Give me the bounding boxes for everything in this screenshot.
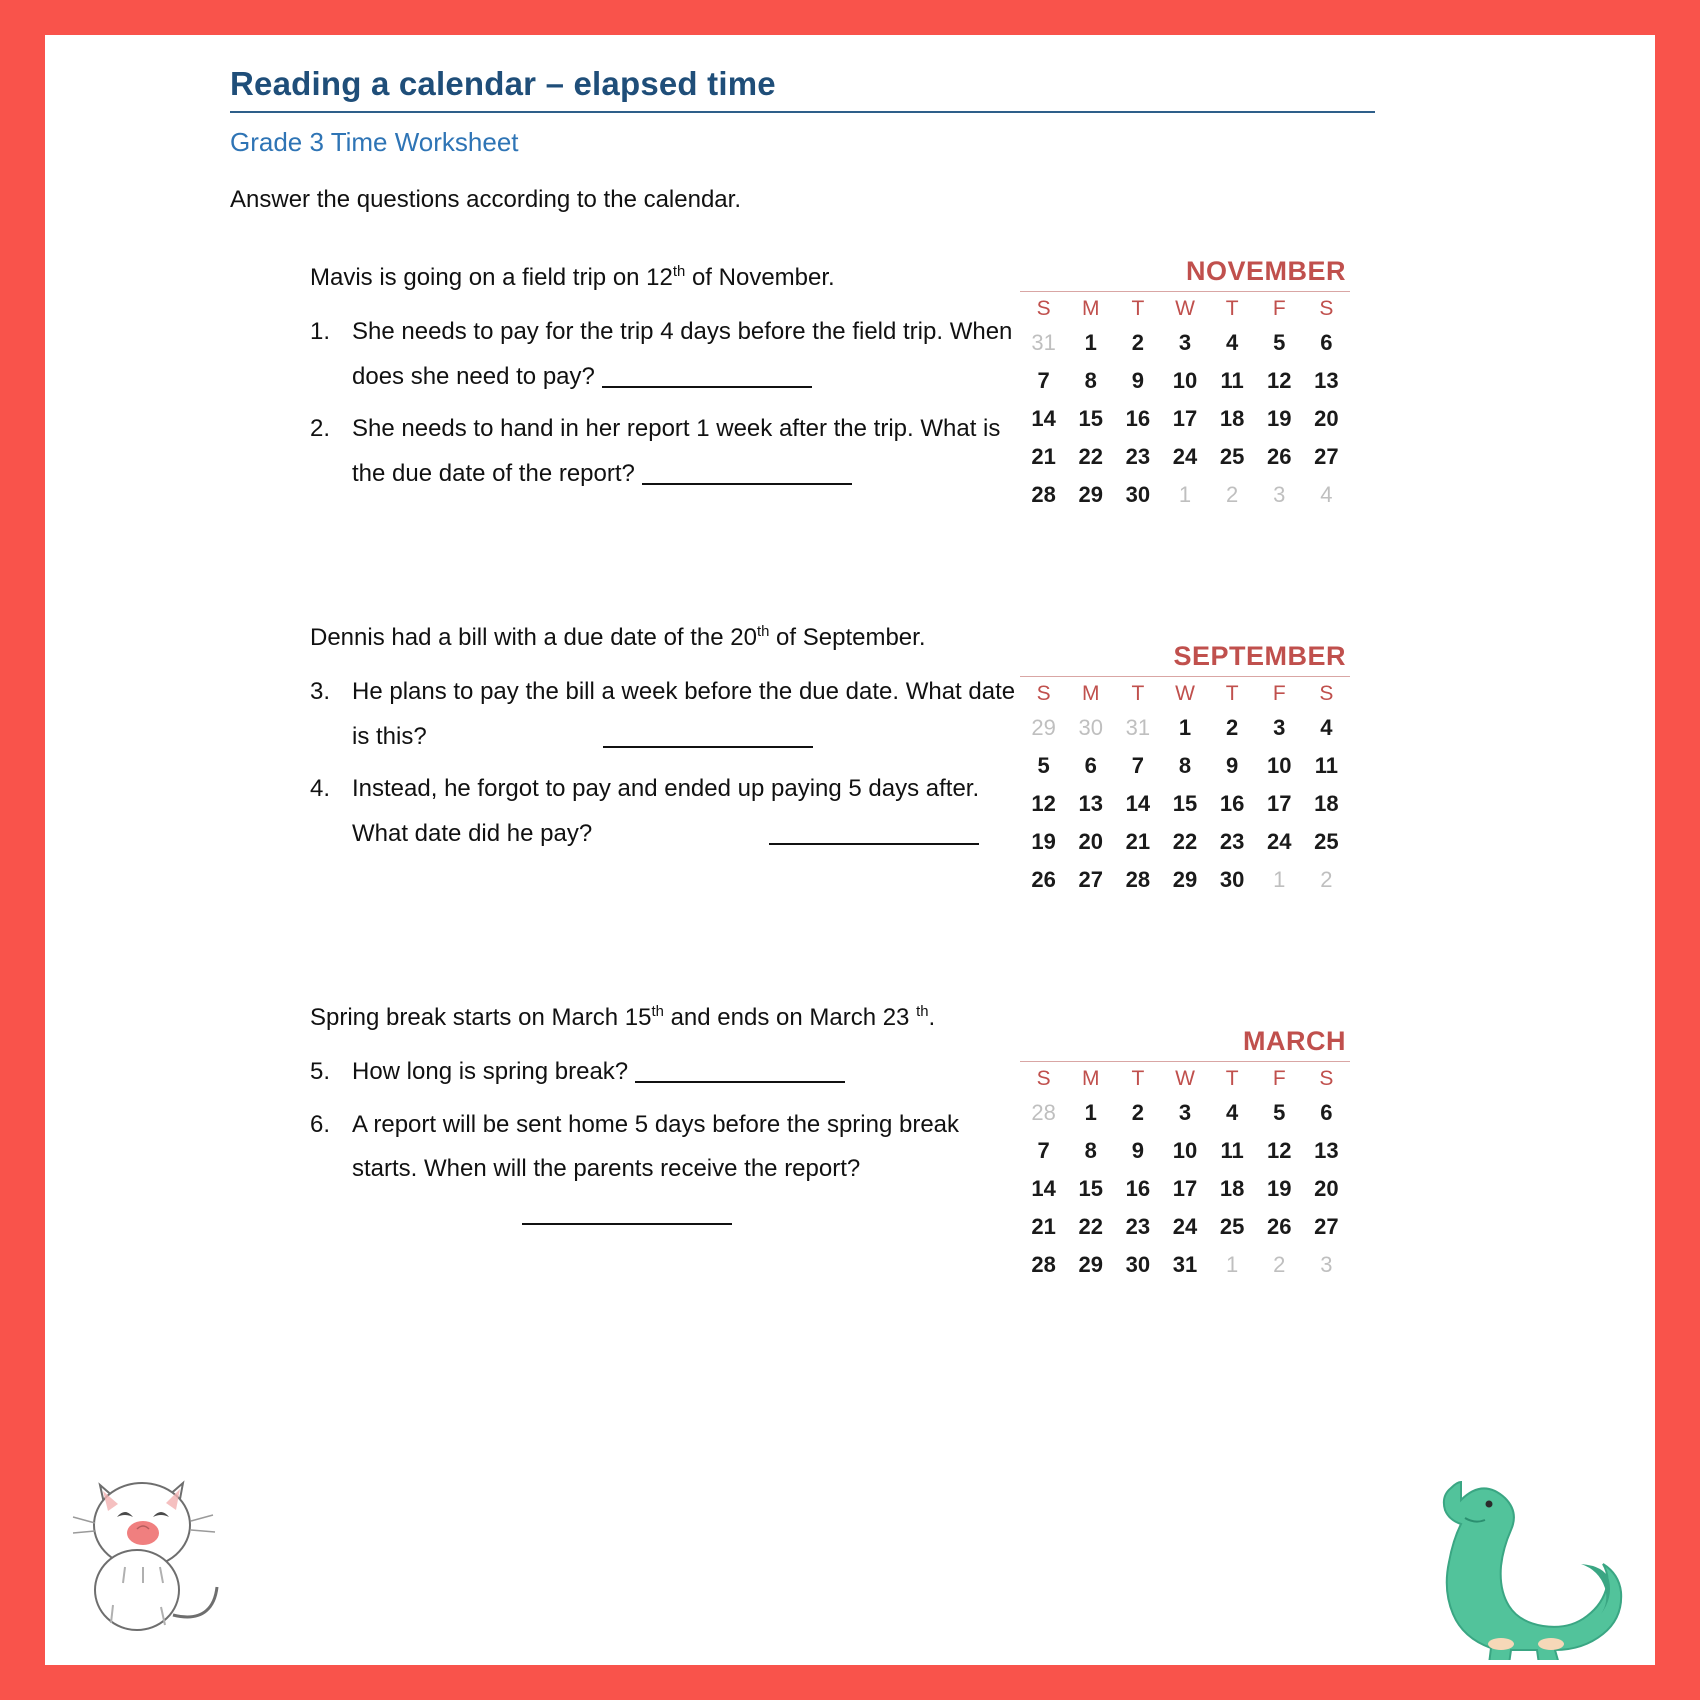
calendar-day: 2 [1226,482,1239,507]
question-item-5 [310,1050,1020,1094]
question-item-6 [310,1103,1020,1236]
calendar-week-row [1020,362,1350,400]
calendar-day: 22 [1078,1214,1103,1239]
question-list-2 [230,670,1020,856]
calendar-day: 25 [1314,829,1339,854]
question-block-2 [230,616,1530,956]
calendar-day: 15 [1078,406,1103,431]
calendar-day: 28 [1125,867,1151,892]
calendar-day: 10 [1172,1138,1198,1163]
weekday-header: W [1175,297,1195,320]
calendar-day: 11 [1220,368,1244,393]
calendar-divider-november [1020,291,1350,292]
calendar-week-row [1020,400,1350,438]
calendar-month-name-september: SEPTEMBER [1173,641,1346,671]
question-block-1 [230,256,1530,586]
calendar-day: 10 [1267,753,1292,778]
weekday-header: F [1272,297,1286,320]
question-text-6: A report will be sent home 5 days before the spring break starts. When will the parents receive the report? [352,1110,960,1183]
scenario-1-part-a: Mavis is going on a field trip on 12 [310,264,673,291]
calendar-weekday-row [1020,679,1350,709]
calendar-day: 16 [1125,1176,1151,1201]
calendar-day: 5 [1037,753,1050,778]
calendar-day: 1 [1226,1252,1239,1277]
scenario-text-2 [310,616,1020,660]
calendar-day: 30 [1125,1252,1151,1277]
calendar-week-row [1020,861,1350,899]
calendar-week-row [1020,324,1350,362]
calendar-week-row [1020,785,1350,823]
calendar-day: 26 [1031,867,1056,892]
calendar-day: 4 [1226,330,1239,355]
calendar-divider-march [1020,1061,1350,1062]
calendar-day: 13 [1314,1138,1339,1163]
calendar-week-row [1020,438,1350,476]
calendar-day: 1 [1084,1100,1097,1125]
calendar-march [1020,1026,1350,1284]
calendar-day: 3 [1320,1252,1333,1277]
question-item-3 [310,670,1020,759]
calendar-day: 21 [1031,1214,1056,1239]
question-text-5: How long is spring break? [352,1058,629,1086]
calendar-day: 29 [1078,482,1103,507]
calendar-day: 15 [1172,791,1198,816]
weekday-header: T [1225,1067,1239,1090]
calendar-day: 12 [1031,791,1056,816]
calendar-day: 8 [1084,1138,1097,1163]
calendar-day: 13 [1078,791,1103,816]
calendar-day: 22 [1078,444,1103,469]
calendar-day: 9 [1226,753,1239,778]
weekday-header: T [1131,1067,1145,1090]
calendar-day: 6 [1084,753,1097,778]
calendar-day: 3 [1178,1100,1192,1125]
calendar-day: 24 [1172,444,1198,469]
scenario-3-ordinal-a: th [651,1004,664,1020]
calendar-day: 6 [1320,330,1333,355]
calendar-day: 18 [1219,1176,1245,1201]
answer-blank-3[interactable] [603,746,813,748]
weekday-header: M [1081,297,1100,320]
answer-blank-6[interactable] [522,1223,732,1225]
calendar-day: 17 [1172,1176,1198,1201]
calendar-day: 23 [1125,1214,1151,1239]
weekday-header: W [1175,1067,1195,1090]
calendar-day: 3 [1178,330,1192,355]
calendar-day: 28 [1031,1252,1056,1277]
scenario-3-part-a: Spring break starts on March 15 [310,1004,652,1031]
question-column-3 [230,996,1020,1236]
calendar-day: 25 [1219,1214,1245,1239]
page-subtitle: Grade 3 Time Worksheet [230,127,519,157]
scenario-1-part-b: of November. [685,264,835,291]
calendar-day: 4 [1320,482,1333,507]
question-column-1 [230,256,1020,496]
calendar-table-september [1020,679,1350,899]
calendar-day: 18 [1314,791,1339,816]
calendar-week-row [1020,1132,1350,1170]
calendar-day: 23 [1125,444,1151,469]
scenario-1-ordinal: th [672,264,686,280]
calendar-week-row [1020,476,1350,514]
calendar-month-name-march: MARCH [1243,1026,1346,1056]
calendar-day: 16 [1125,406,1151,431]
weekday-header: W [1175,682,1195,705]
calendar-day: 27 [1314,444,1339,469]
question-number-3: 3. [310,678,331,706]
page-title: Reading a calendar – elapsed time [230,65,776,102]
calendar-day: 8 [1178,753,1192,778]
calendar-day: 11 [1220,1138,1244,1163]
calendar-day: 14 [1125,791,1151,816]
calendar-september [1020,641,1350,899]
scenario-text-3 [310,996,1020,1040]
calendar-day: 31 [1031,330,1056,355]
calendar-day: 24 [1267,829,1292,854]
calendar-day: 20 [1314,1176,1339,1201]
calendar-day: 10 [1172,368,1198,393]
calendar-week-row [1020,709,1350,747]
question-number-1: 1. [310,318,331,346]
calendar-day: 17 [1267,791,1292,816]
question-text-1: She needs to pay for the trip 4 days before the field trip. When does she need to pay? [352,318,1013,390]
question-text-3: He plans to pay the bill a week before the due date. What date is this? [352,678,1016,750]
calendar-day: 2 [1226,715,1239,740]
question-item-2 [310,407,1020,496]
calendar-day: 2 [1131,330,1144,355]
calendar-day: 19 [1031,829,1056,854]
calendar-day: 29 [1031,715,1056,740]
weekday-header: S [1036,682,1051,705]
calendar-week-row [1020,1170,1350,1208]
calendar-day: 27 [1314,1214,1339,1239]
calendar-day: 5 [1273,330,1286,355]
title-divider [230,111,1375,113]
weekday-header: S [1319,682,1334,705]
calendar-weekday-row [1020,294,1350,324]
scenario-2-part-b: of September. [769,624,926,651]
question-list-3 [230,1050,1020,1236]
calendar-day: 7 [1131,753,1144,778]
weekday-header: S [1036,1067,1051,1090]
question-block-3 [230,996,1530,1326]
weekday-header: F [1272,1067,1286,1090]
calendar-day: 9 [1131,1138,1144,1163]
calendar-day: 2 [1320,867,1333,892]
calendar-day: 31 [1125,715,1151,740]
question-number-5: 5. [310,1058,331,1086]
calendar-day: 8 [1084,368,1097,393]
calendar-day: 28 [1031,482,1056,507]
weekday-header: T [1225,682,1239,705]
scenario-text-1 [310,256,1020,300]
calendar-day: 17 [1172,406,1198,431]
question-text-4: Instead, he forgot to pay and ended up paying 5 days after. What date did he pay? [352,775,980,847]
worksheet-content [230,65,1530,1326]
calendar-day: 9 [1131,368,1144,393]
question-number-4: 4. [310,775,331,803]
calendar-table-november [1020,294,1350,514]
calendar-day: 2 [1131,1100,1144,1125]
calendar-week-row [1020,747,1350,785]
calendar-day: 20 [1314,406,1339,431]
calendar-day: 18 [1219,406,1245,431]
calendar-day: 30 [1078,715,1103,740]
answer-blank-5[interactable] [635,1081,845,1083]
calendar-day: 16 [1219,791,1245,816]
dinosaur-illustration [1405,1460,1635,1660]
calendar-day: 1 [1178,715,1192,740]
calendar-week-row [1020,1094,1350,1132]
calendar-day: 29 [1078,1252,1103,1277]
calendar-day: 31 [1172,1252,1198,1277]
calendar-day: 20 [1078,829,1103,854]
question-column-2 [230,616,1020,856]
calendar-day: 19 [1267,406,1292,431]
weekday-header: M [1081,1067,1100,1090]
calendar-day: 4 [1226,1100,1239,1125]
calendar-day: 15 [1078,1176,1103,1201]
weekday-header: M [1081,682,1100,705]
calendar-day: 28 [1031,1100,1056,1125]
calendar-day: 12 [1267,368,1292,393]
calendar-day: 21 [1125,829,1151,854]
question-item-4 [310,767,1020,856]
calendar-day: 24 [1172,1214,1198,1239]
calendar-day: 21 [1031,444,1056,469]
calendar-day: 3 [1273,482,1286,507]
scenario-3-part-c: . [928,1004,936,1031]
calendar-day: 7 [1037,1138,1050,1163]
cat-illustration [65,1455,245,1655]
calendar-day: 1 [1273,867,1286,892]
weekday-header: F [1272,682,1286,705]
calendar-day: 1 [1084,330,1097,355]
calendar-day: 29 [1172,867,1198,892]
calendar-day: 14 [1031,406,1056,431]
scenario-3-part-b: and ends on March 23 [663,1004,917,1031]
question-list-1 [230,310,1020,496]
weekday-header: S [1036,297,1051,320]
question-text-2: She needs to hand in her report 1 week after the trip. What is the due date of the report? [352,415,1001,487]
calendar-day: 6 [1320,1100,1333,1125]
calendar-day: 11 [1314,753,1339,778]
calendar-day: 14 [1031,1176,1056,1201]
calendar-day: 2 [1273,1252,1286,1277]
calendar-week-row [1020,1246,1350,1284]
calendar-day: 5 [1273,1100,1286,1125]
calendar-day: 23 [1219,829,1245,854]
calendar-day: 30 [1219,867,1245,892]
calendar-day: 25 [1219,444,1245,469]
calendar-month-name-november: NOVEMBER [1185,256,1346,286]
calendar-day: 27 [1078,867,1103,892]
calendar-day: 26 [1267,1214,1292,1239]
scenario-2-part-a: Dennis had a bill with a due date of the 20 [310,624,757,651]
answer-blank-1[interactable] [602,386,812,388]
weekday-header: S [1319,297,1334,320]
calendar-week-row [1020,1208,1350,1246]
calendar-day: 7 [1037,368,1050,393]
calendar-weekday-row [1020,1064,1350,1094]
question-item-1 [310,310,1020,399]
weekday-header: T [1131,297,1145,320]
calendar-table-march [1020,1064,1350,1284]
answer-blank-4[interactable] [769,843,979,845]
calendar-day: 26 [1267,444,1292,469]
calendar-divider-september [1020,676,1350,677]
instructions-text: Answer the questions according to the calendar. [230,186,741,213]
calendar-day: 1 [1178,482,1192,507]
calendar-day: 13 [1314,368,1339,393]
calendar-day: 30 [1125,482,1151,507]
calendar-day: 22 [1172,829,1198,854]
scenario-3-ordinal-b: th [916,1004,929,1020]
calendar-day: 12 [1267,1138,1292,1163]
calendar-week-row [1020,823,1350,861]
calendar-day: 19 [1267,1176,1292,1201]
question-number-2: 2. [310,415,331,443]
calendar-day: 4 [1320,715,1333,740]
weekday-header: T [1131,682,1145,705]
scenario-2-ordinal: th [756,624,770,640]
worksheet-page [45,35,1655,1665]
calendar-day: 3 [1273,715,1286,740]
question-number-6: 6. [310,1110,331,1138]
calendar-november [1020,256,1350,514]
weekday-header: S [1319,1067,1334,1090]
weekday-header: T [1225,297,1239,320]
answer-blank-2[interactable] [642,483,852,485]
